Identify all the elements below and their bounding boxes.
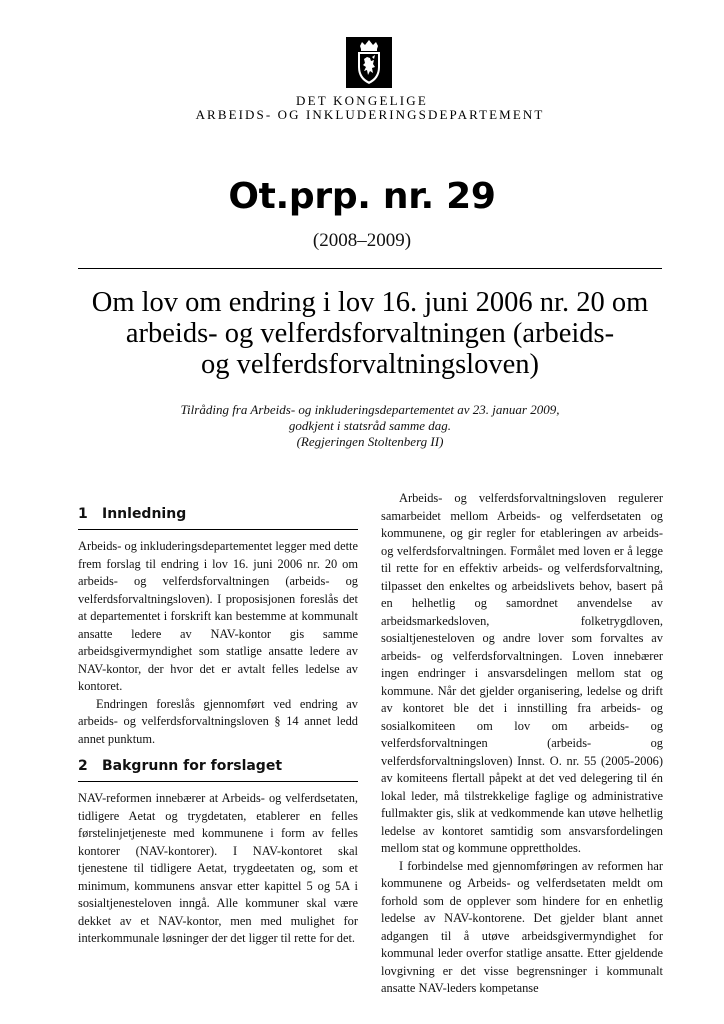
coat-of-arms-icon: [346, 37, 392, 88]
section-1-body: [78, 538, 358, 748]
section-number: 1: [78, 506, 88, 522]
document-number: Ot.prp. nr. 29: [228, 176, 496, 217]
section-1-rule: [78, 529, 358, 530]
section-heading-2: [78, 758, 358, 774]
section-number: 2: [78, 758, 88, 774]
paragraph: Arbeids- og inkluderingsdepartementet legger med dette frem forslag til endring i lov 16. juni 2006 nr. 20 om arbeids- og velferdsforvaltningen (arbeids- og velferdsforvaltningsloven). I proposisjonen foreslås det at departementet i forskrift kan bestemme at kommunalt ansatte ledere av NAV-kontor gis samme arbeidsgivermyndighet som statlige ansatte ledere av NAV-kontor, der hvor det er avtalt felles ledelse av kontoret.: [78, 539, 358, 693]
document-title: [78, 287, 662, 380]
session-years: (2008–2009): [312, 230, 412, 251]
recommendation-note: [78, 402, 662, 450]
section-2-body: [78, 790, 358, 948]
section-2-rule: [78, 781, 358, 782]
title-line: arbeids- og velferdsforvaltningen (arbeids-: [125, 318, 615, 349]
paragraph: Arbeids- og velferdsforvaltningsloven regulerer samarbeidet mellom Arbeids- og velferdsetaten og kommunene, og gir regler for etableringen av arbeids- og velferdsforvaltningen. Formålet med loven er å legge til rette for en effektiv arbeids- og velferdsforvaltning, tilpasset den enkeltes og arbeidslivets behov, basert på en helhetlig og samordnet anvendelse av arbeidsmarkedsloven, folketrygdloven, sosialtjenesteloven og andre lover som forvaltes av arbeids- og velferdsforvaltningen. Loven innebærer ingen endringer i ansvarsdelingen mellom stat og kommune. Når det gjelder organisering, ledelse og drift av kontoret ble det i innstilling fra arbeids- og sosialkomiteen om lov om arbeids- og velferdsforvaltningen (arbeids- og velferdsforvaltningsloven) Innst. O. nr. 55 (2005-2006) av komiteens flertall påpekt at det ved delegering til én lokal leder, må tilstrekkelige faglige og administrative fullmakter gis, slik at vedkommende kan utøve helhetlig ledelse av kontoret samtidig som ansvarsfordelingen mellom stat og kommune opprettholdes.: [381, 491, 663, 855]
paragraph: NAV-reformen innebærer at Arbeids- og velferdsetaten, tidligere Aetat og trygdetaten, etablerer en felles førstelinjetjeneste med kommunene i form av felles kontorer (NAV-kontorer). I NAV-kontoret skal tjenestene til tidligere Aetat, trygdeetaten og, som et minimum, kommunens ansvar etter kapittel 5 og 5A i sosialtjenesteloven inngå. Alle kommuner skal være dekket av et NAV-kontor, men med mulighet for interkommunale løsninger der det ligger til rette for det.: [78, 791, 358, 945]
subtitle-line: Tilråding fra Arbeids- og inkluderingsdepartementet av 23. januar 2009,: [180, 402, 560, 417]
section-heading-1: [78, 506, 358, 522]
paragraph: I forbindelse med gjennomføringen av reformen har kommunene og Arbeids- og velferdsetaten meldt om forhold som de opplever som hindere for en enhetlig ledelse av NAV-kontorene. Det gjelder blant annet adgangen til å utøve arbeidsgivermyndighet for kommunal leder overfor statlige ansatte. Etter gjeldende lovgivning er det visse begrensninger i kommunalt ansatte NAV-leders kompetanse: [381, 858, 663, 995]
title-line: og velferdsforvaltningsloven): [201, 349, 539, 380]
right-column-body: [381, 490, 663, 998]
subtitle-line: godkjent i statsråd samme dag.: [288, 418, 452, 433]
department-line-2: ARBEIDS- OG INKLUDERINGSDEPARTEMENT: [195, 107, 545, 122]
subtitle-line: (Regjeringen Stoltenberg II): [296, 434, 444, 449]
department-line-1: DET KONGELIGE: [296, 93, 428, 108]
title-line: Om lov om endring i lov 16. juni 2006 nr. 20 om: [91, 287, 649, 318]
paragraph: Endringen foreslås gjennomført ved endring av arbeids- og velferdsforvaltningsloven § 14 annet ledd annet punktum.: [78, 696, 358, 746]
section-title: Innledning: [102, 506, 187, 522]
section-title: Bakgrunn for forslaget: [102, 758, 283, 774]
title-divider: [78, 268, 662, 269]
